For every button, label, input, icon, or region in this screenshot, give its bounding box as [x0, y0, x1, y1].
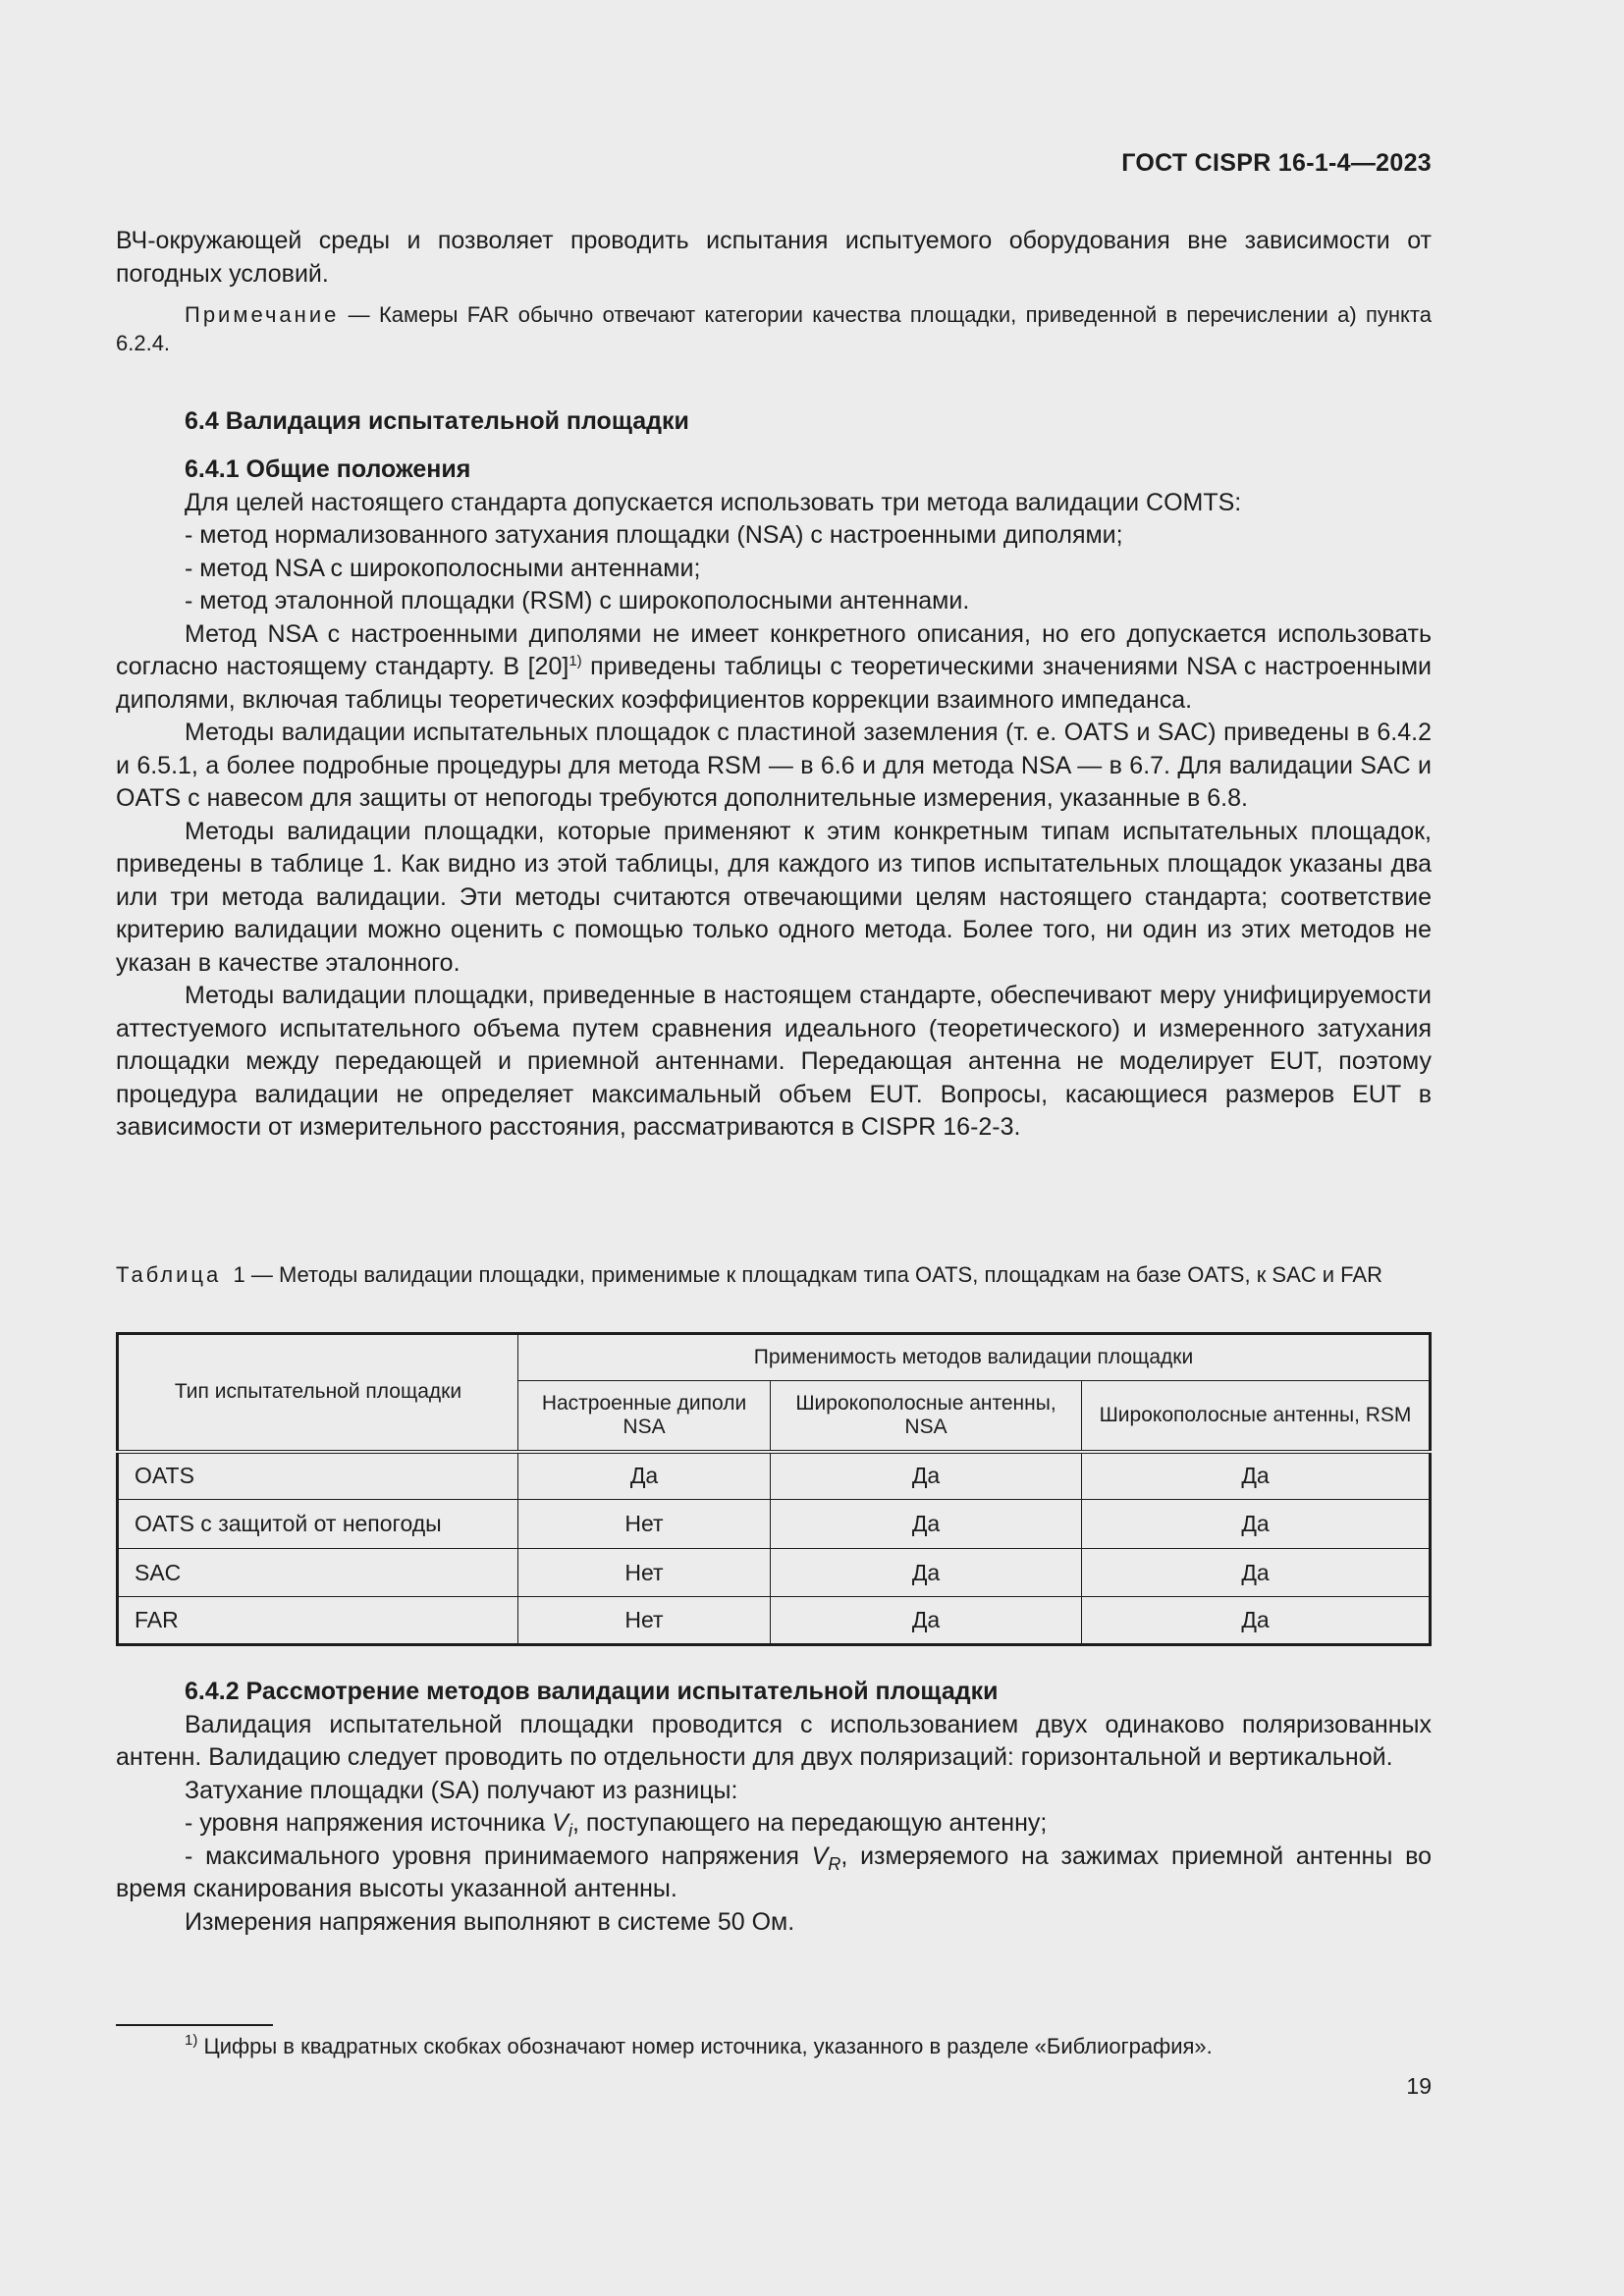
variable: V: [811, 1842, 829, 1870]
table-cell: Нет: [518, 1500, 771, 1549]
paragraph: Затухание площадки (SA) получают из разницы:: [185, 1776, 738, 1804]
variable-subscript: i: [568, 1821, 572, 1841]
table-cell: Да: [771, 1597, 1082, 1645]
list-item-text: , поступающего на передающую антенну;: [571, 1809, 1048, 1837]
table-header-cell: Настроенные диполи NSA: [518, 1381, 771, 1452]
table-cell: OATS: [118, 1452, 518, 1500]
table-cell: Да: [771, 1452, 1082, 1500]
table-cell: Да: [1082, 1452, 1431, 1500]
table-row: [118, 1597, 1431, 1645]
intro-block: [116, 225, 1432, 357]
note: [116, 300, 1432, 357]
table-caption-text: 1 — Методы валидации площадки, применимые к площадкам типа OATS, площадкам на базе OATS, к SAC и FAR: [233, 1262, 1382, 1287]
footnote-reference: 1): [568, 653, 582, 669]
list-item-text: - максимального уровня принимаемого напряжения: [185, 1842, 812, 1870]
table-header-group: Применимость методов валидации площадки: [518, 1334, 1431, 1381]
table-row: [118, 1452, 1431, 1500]
footnote-text: Цифры в квадратных скобках обозначают номер источника, указанного в разделе «Библиография».: [197, 2034, 1213, 2058]
validation-table: [116, 1332, 1432, 1646]
table-cell: Нет: [518, 1549, 771, 1597]
table-cell: SAC: [118, 1549, 518, 1597]
page-header: ГОСТ CISPR 16-1-4—2023: [1121, 149, 1432, 177]
table-cell: Да: [1082, 1549, 1431, 1597]
paragraph: Методы валидации площадки, которые применяют к этим конкретным типам испытательных площадок, приведены в таблице 1. Как видно из этой таблицы, для каждого из типов испытательных площадок указаны два или три метода валидации. Эти методы считаются отвечающими целям настоящего стандарта; соответствие критерию валидации можно оценить с помощью только одного метода. Более того, ни один из этих методов не указан в качестве эталонного.: [116, 817, 1432, 977]
intro-paragraph: ВЧ-окружающей среды и позволяет проводить испытания испытуемого оборудования вне зависимости от погодных условий.: [116, 227, 1432, 288]
footnote-separator: [116, 2024, 273, 2026]
table-row: [118, 1549, 1431, 1597]
paragraph: Методы валидации площадки, приведенные в настоящем стандарте, обеспечивают меру унифицируемости аттестуемого испытательного объема путем сравнения идеального (теоретического) и измеренного затухания площадки между передающей и приемной антеннами. Передающая антенна не моделирует EUT, поэтому процедура валидации не определяет максимальный объем EUT. Вопросы, касающиеся размеров EUT в зависимости от измерительного расстояния, рассматриваются в CISPR 16-2-3.: [116, 982, 1432, 1141]
list-item-text: - уровня напряжения источника: [185, 1809, 553, 1837]
paragraph-text: приведены таблицы с теоретическими значениями NSA с настроенными диполями, включая таблицы теоретических коэффициентов коррекции взаимного импеданса.: [116, 653, 1432, 714]
footnote: [185, 2032, 1213, 2061]
paragraph: Для целей настоящего стандарта допускается использовать три метода валидации COMTS:: [185, 488, 1242, 516]
variable: V: [552, 1809, 568, 1837]
list-item: - метод эталонной площадки (RSM) с широкополосными антеннами.: [185, 587, 970, 614]
paragraph: Методы валидации испытательных площадок с пластиной заземления (т. е. OATS и SAC) приведены в 6.4.2 и 6.5.1, а более подробные процедуры для метода RSM — в 6.6 и для метода NSA — в 6.7. Для валидации SAC и OATS с навесом для защиты от непогоды требуются дополнительные измерения, указанные в 6.8.: [116, 719, 1432, 812]
table-caption: [116, 1260, 1432, 1289]
table-header-cell: Тип испытательной площадки: [118, 1334, 518, 1452]
paragraph-text: Метод NSA с настроенными диполями не имеет конкретного описания, но его допускается использовать согласно настоящему стандарту. В [20]: [116, 619, 1432, 680]
table-cell: FAR: [118, 1597, 518, 1645]
section-6-4-1: [116, 454, 1432, 1145]
note-text: — Камеры FAR обычно отвечают категории качества площадки, приведенной в перечислении а) пункта 6.2.4.: [116, 302, 1432, 355]
list-item-text: , измеряемого на зажимах приемной антенны во время сканирования высоты указанной антенны.: [116, 1842, 1432, 1902]
section-6-4: [116, 405, 1432, 439]
table-cell: Да: [518, 1452, 771, 1500]
footnote-mark: 1): [185, 2032, 198, 2049]
section-title: 6.4 Валидация испытательной площадки: [185, 407, 689, 435]
table-cell: Нет: [518, 1597, 771, 1645]
paragraph: [116, 618, 1432, 718]
paragraph: Валидация испытательной площадки проводится с использованием двух одинаково поляризованных антенн. Валидацию следует проводить по отдельности для двух поляризаций: горизонтальной и вертикальной.: [116, 1710, 1432, 1771]
table-cell: Да: [1082, 1500, 1431, 1549]
variable-subscript: R: [828, 1853, 841, 1874]
list-item: [116, 1807, 1432, 1841]
table-cell: Да: [1082, 1597, 1431, 1645]
table-row: [118, 1500, 1431, 1549]
note-label: Примечание: [185, 302, 340, 327]
list-item: - метод NSA с широкополосными антеннами;: [185, 554, 701, 582]
table-cell: Да: [771, 1549, 1082, 1597]
table-cell: OATS с защитой от непогоды: [118, 1500, 518, 1549]
table-cell: Да: [771, 1500, 1082, 1549]
table-caption-label: Таблица: [116, 1262, 222, 1287]
paragraph: Измерения напряжения выполняют в системе 50 Ом.: [185, 1907, 795, 1936]
section-6-4-2: [116, 1676, 1432, 1939]
list-item: [116, 1841, 1432, 1906]
list-item: - метод нормализованного затухания площадки (NSA) с настроенными диполями;: [185, 521, 1123, 549]
table-header-cell: Широкополосные антенны, RSM: [1082, 1381, 1431, 1452]
subsection-title: 6.4.1 Общие положения: [185, 455, 471, 483]
table-header-cell: Широкополосные антенны, NSA: [771, 1381, 1082, 1452]
page-number: 19: [1406, 2073, 1432, 2099]
subsection-title: 6.4.2 Рассмотрение методов валидации испытательной площадки: [185, 1678, 999, 1705]
